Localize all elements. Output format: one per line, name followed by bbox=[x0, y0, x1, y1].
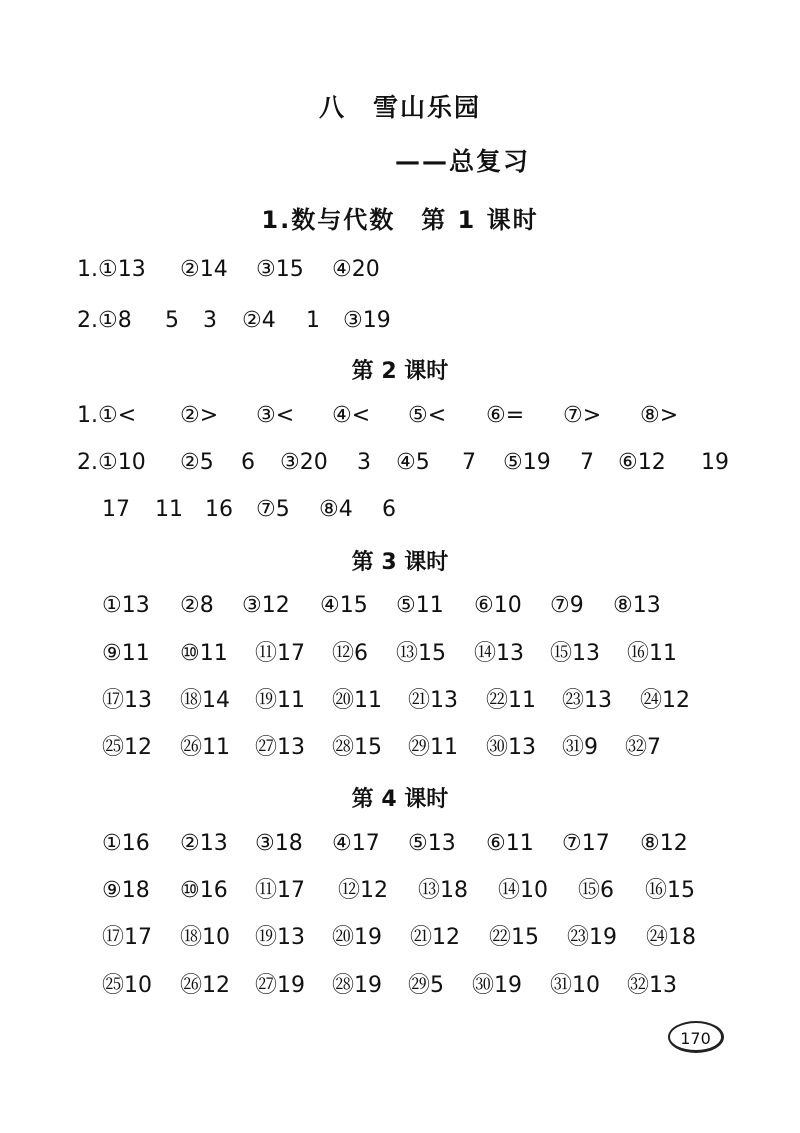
lesson4-row-1 bbox=[0, 826, 800, 862]
answer-item: 7 bbox=[580, 450, 594, 475]
answer-item: 2.①10 bbox=[77, 450, 146, 475]
answer-item: ②14 bbox=[180, 257, 228, 282]
answer-item: ㉒11 bbox=[486, 688, 536, 713]
answer-item: ②8 bbox=[180, 593, 214, 618]
answer-item: ⑪17 bbox=[255, 878, 305, 903]
lesson3-row-4 bbox=[0, 730, 800, 766]
answer-item: ⑥11 bbox=[486, 831, 534, 856]
answer-item: ②> bbox=[180, 403, 219, 428]
answer-item: ⑥= bbox=[486, 403, 525, 428]
answer-item: ⑫6 bbox=[332, 641, 368, 666]
answer-item: ㉗13 bbox=[255, 735, 305, 760]
lesson2-heading: 第 2 课时 bbox=[351, 359, 449, 384]
answer-item: ⑭13 bbox=[474, 641, 524, 666]
lesson4-heading: 第 4 课时 bbox=[351, 787, 449, 812]
answer-item: ⑰17 bbox=[102, 925, 152, 950]
answer-item: ⑲11 bbox=[255, 688, 305, 713]
page-number-badge: 170 bbox=[668, 1021, 724, 1053]
answer-item: ⑳19 bbox=[332, 925, 382, 950]
answer-item: ⑦> bbox=[563, 403, 602, 428]
answer-item: ③12 bbox=[242, 593, 290, 618]
answer-item: ㉕12 bbox=[102, 735, 152, 760]
answer-item: ③20 bbox=[280, 450, 328, 475]
answer-item: ㉚13 bbox=[486, 735, 536, 760]
answer-item: ⑥12 bbox=[618, 450, 666, 475]
answer-item: ⑭10 bbox=[498, 878, 548, 903]
answer-item: ㉒15 bbox=[489, 925, 539, 950]
answer-item: ④20 bbox=[332, 257, 380, 282]
lesson4-row-3 bbox=[0, 920, 800, 956]
answer-item: ⑦5 bbox=[256, 497, 290, 522]
answer-item: ㉖11 bbox=[180, 735, 230, 760]
section-title: 1.数与代数 第 1 课时 bbox=[261, 206, 539, 234]
lesson3-row-1 bbox=[0, 588, 800, 624]
answer-item: ㉗19 bbox=[255, 973, 305, 998]
answer-item: 1 bbox=[306, 308, 320, 333]
answer-item: ⑤13 bbox=[408, 831, 456, 856]
answer-item: 6 bbox=[241, 450, 255, 475]
chapter-subtitle: ——总复习 bbox=[395, 147, 531, 176]
answer-item: ㉙11 bbox=[408, 735, 458, 760]
answer-item: ㉓19 bbox=[567, 925, 617, 950]
answer-item: ④17 bbox=[332, 831, 380, 856]
answer-item: ③15 bbox=[256, 257, 304, 282]
answer-item: ①16 bbox=[102, 831, 150, 856]
answer-item: ㉚19 bbox=[472, 973, 522, 998]
answer-item: ②5 bbox=[180, 450, 214, 475]
answer-item: ⑨18 bbox=[102, 878, 150, 903]
answer-item: ㉑13 bbox=[408, 688, 458, 713]
answer-item: ⑩16 bbox=[180, 878, 228, 903]
answer-item: ⑤19 bbox=[503, 450, 551, 475]
answer-item: 7 bbox=[462, 450, 476, 475]
answer-item: ⑰13 bbox=[102, 688, 152, 713]
answer-item: ⑦9 bbox=[550, 593, 584, 618]
answer-item: 1.①< bbox=[77, 403, 137, 428]
answer-item: ⑦17 bbox=[562, 831, 610, 856]
answer-item: 5 bbox=[165, 308, 179, 333]
answer-item: ㉑12 bbox=[410, 925, 460, 950]
answer-item: 19 bbox=[701, 450, 729, 475]
answer-item: ③19 bbox=[343, 308, 391, 333]
answer-item: ㉕10 bbox=[102, 973, 152, 998]
lesson2-row-1 bbox=[0, 398, 800, 434]
answer-item: ⑧13 bbox=[613, 593, 661, 618]
lesson1-row-2 bbox=[0, 303, 800, 339]
answer-item: ㉔12 bbox=[640, 688, 690, 713]
answer-item: 17 bbox=[102, 497, 130, 522]
answer-item: 6 bbox=[382, 497, 396, 522]
answer-item: ⑪17 bbox=[255, 641, 305, 666]
answer-item: ②4 bbox=[242, 308, 276, 333]
answer-item: ⑯11 bbox=[627, 641, 677, 666]
lesson4-row-4 bbox=[0, 968, 800, 1004]
answer-item: ⑤< bbox=[408, 403, 447, 428]
answer-item: ㉜7 bbox=[625, 735, 661, 760]
answer-item: ⑬15 bbox=[396, 641, 446, 666]
lesson4-row-2 bbox=[0, 873, 800, 909]
answer-item: ⑫12 bbox=[338, 878, 388, 903]
answer-item: ㉘15 bbox=[332, 735, 382, 760]
answer-item: ⑧> bbox=[640, 403, 679, 428]
lesson3-row-2 bbox=[0, 636, 800, 672]
answer-item: ⑧12 bbox=[640, 831, 688, 856]
answer-item: ①13 bbox=[102, 593, 150, 618]
answer-item: ③18 bbox=[255, 831, 303, 856]
answer-item: ⑱14 bbox=[180, 688, 230, 713]
answer-item: ㉛10 bbox=[550, 973, 600, 998]
answer-item: ⑮6 bbox=[578, 878, 614, 903]
answer-item: ㉓13 bbox=[562, 688, 612, 713]
answer-item: 16 bbox=[205, 497, 233, 522]
lesson3-row-3 bbox=[0, 683, 800, 719]
lesson3-heading: 第 3 课时 bbox=[351, 550, 449, 575]
answer-item: ⑱10 bbox=[180, 925, 230, 950]
answer-item: ⑧4 bbox=[319, 497, 353, 522]
answer-item: ⑮13 bbox=[550, 641, 600, 666]
answer-item: ③< bbox=[256, 403, 295, 428]
answer-item: ⑤11 bbox=[396, 593, 444, 618]
answer-item: ⑯15 bbox=[645, 878, 695, 903]
answer-item: ⑥10 bbox=[474, 593, 522, 618]
answer-item: 1.①13 bbox=[77, 257, 146, 282]
answer-item: ㉖12 bbox=[180, 973, 230, 998]
answer-item: ⑨11 bbox=[102, 641, 150, 666]
answer-item: ⑲13 bbox=[255, 925, 305, 950]
answer-item: ④15 bbox=[320, 593, 368, 618]
answer-item: ㉘19 bbox=[332, 973, 382, 998]
answer-item: ㉜13 bbox=[627, 973, 677, 998]
lesson2-row-2 bbox=[0, 445, 800, 481]
answer-item: ㉛9 bbox=[562, 735, 598, 760]
chapter-title: 八 雪山乐园 bbox=[318, 93, 481, 122]
answer-item: 3 bbox=[203, 308, 217, 333]
lesson1-row-1 bbox=[0, 252, 800, 288]
answer-item: ㉔18 bbox=[646, 925, 696, 950]
answer-item: 3 bbox=[357, 450, 371, 475]
lesson2-row-3 bbox=[0, 492, 800, 528]
answer-item: 2.①8 bbox=[77, 308, 132, 333]
answer-item: ②13 bbox=[180, 831, 228, 856]
answer-item: ⑬18 bbox=[418, 878, 468, 903]
answer-item: ④< bbox=[332, 403, 371, 428]
answer-item: ④5 bbox=[396, 450, 430, 475]
answer-item: ㉙5 bbox=[408, 973, 444, 998]
answer-item: ⑩11 bbox=[180, 641, 228, 666]
answer-item: ⑳11 bbox=[332, 688, 382, 713]
answer-item: 11 bbox=[155, 497, 183, 522]
